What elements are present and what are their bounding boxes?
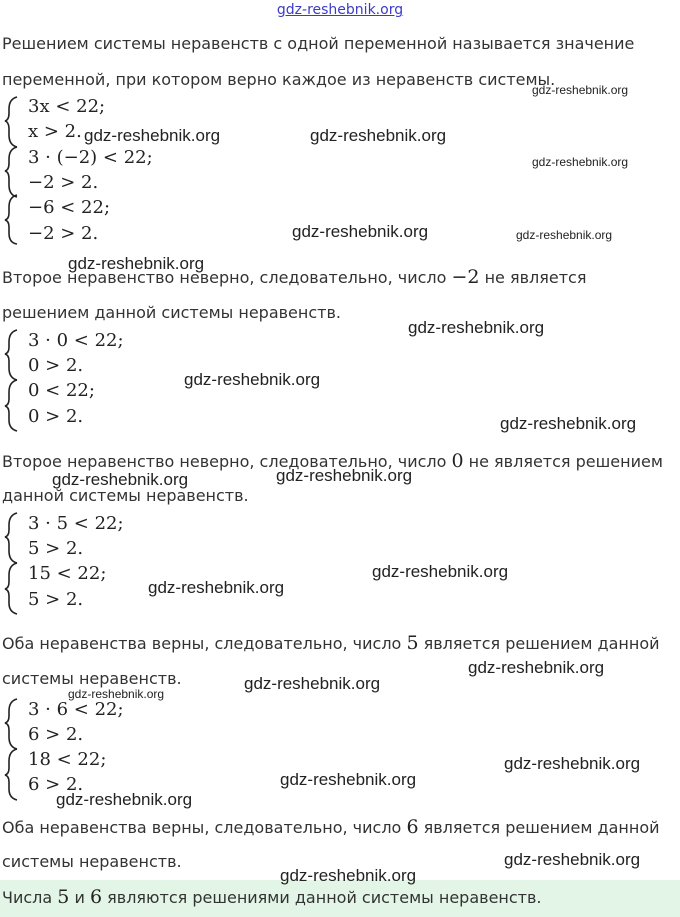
final-post: являются решениями данной системы неравенств. [102,888,542,907]
conclusion-2-line-2: данной системы неравенств. [2,486,249,505]
final-mid: и [69,888,90,907]
system-2-line-1: 3 · 0 < 22; [28,330,124,351]
final-number-1: 5 [57,886,70,908]
conclusion-2-number: 0 [451,450,464,472]
conclusion-1-pre: Второе неравенство неверно, следовательно, число [2,268,452,287]
system-2-line-4: 0 > 2. [28,406,84,427]
conclusion-4-line-1 [2,818,660,837]
system-3-line-1: 3 · 5 < 22; [28,513,124,534]
watermark: gdz-reshebnik.org [310,126,447,145]
system-1-line-1: 3x < 22; [28,96,106,117]
system-3-line-4: 5 > 2. [28,589,84,610]
watermark: gdz-reshebnik.org [468,658,605,677]
watermark: gdz-reshebnik.org [52,470,189,489]
conclusion-4-number: 6 [406,816,419,838]
system-4-line-3: 18 < 22; [28,749,107,770]
inequality-system-2 [3,328,203,432]
watermark: gdz-reshebnik.org [84,126,221,145]
watermark: gdz-reshebnik.org [280,866,417,885]
site-header-link[interactable]: gdz-reshebnik.org [276,2,404,18]
watermark: gdz-reshebnik.org [504,754,641,773]
left-brace-icon [3,95,23,245]
inequality-system-3 [3,511,203,615]
system-4-line-4: 6 > 2. [28,774,84,795]
conclusion-1-post: не является [479,268,587,287]
inequality-system-1 [3,95,203,245]
watermark: gdz-reshebnik.org [532,83,629,97]
left-brace-icon [3,511,23,615]
system-3-line-2: 5 > 2. [28,538,84,559]
watermark: gdz-reshebnik.org [68,254,205,273]
system-1-line-2: x > 2. [28,121,82,142]
conclusion-3-pre: Оба неравенства верны, следовательно, число [2,634,407,653]
intro-line-1: Решением системы неравенств с одной переменной называется значение [2,34,635,53]
watermark: gdz-reshebnik.org [276,466,413,485]
watermark: gdz-reshebnik.org [504,850,641,869]
left-brace-icon [3,697,23,801]
watermark: gdz-reshebnik.org [532,155,629,169]
watermark: gdz-reshebnik.org [56,790,193,809]
conclusion-3-number: 5 [406,632,419,654]
conclusion-3-line-2: системы неравенств. [2,669,182,688]
watermark: gdz-reshebnik.org [292,222,429,241]
system-2-line-3: 0 < 22; [28,380,95,401]
final-answer-text [2,888,542,907]
conclusion-4-pre: Оба неравенства верны, следовательно, число [2,818,407,837]
conclusion-1-line-2: решением данной системы неравенств. [2,303,341,322]
system-4-line-1: 3 · 6 < 22; [28,699,124,720]
conclusion-2-pre: Второе неравенство неверно, следовательно, число [2,452,452,471]
watermark: gdz-reshebnik.org [408,318,545,337]
conclusion-3-line-1 [2,634,660,653]
intro-line-2: переменной, при котором верно каждое из неравенств системы. [2,70,556,89]
watermark: gdz-reshebnik.org [184,370,321,389]
inequality-system-4 [3,697,203,801]
watermark: gdz-reshebnik.org [68,687,165,701]
watermark: gdz-reshebnik.org [500,414,637,433]
left-brace-icon [3,328,23,432]
system-2-line-2: 0 > 2. [28,355,84,376]
conclusion-4-post: является решением данной [418,818,660,837]
watermark: gdz-reshebnik.org [148,578,285,597]
system-1-line-6: −2 > 2. [28,223,99,244]
watermark: gdz-reshebnik.org [372,562,509,581]
system-4-line-2: 6 > 2. [28,724,84,745]
conclusion-4-line-2: системы неравенств. [2,852,182,871]
system-1-line-3: 3 · (−2) < 22; [28,147,153,168]
final-number-2: 6 [89,886,103,908]
conclusion-1-number: −2 [451,266,480,288]
watermark: gdz-reshebnik.org [244,674,381,693]
conclusion-3-post: является решением данной [418,634,660,653]
system-1-line-5: −6 < 22; [28,197,111,218]
conclusion-2-post: не является решением [463,452,663,471]
system-3-line-3: 15 < 22; [28,563,107,584]
watermark: gdz-reshebnik.org [516,228,613,242]
watermark: gdz-reshebnik.org [280,770,417,789]
system-1-line-4: −2 > 2. [28,172,99,193]
final-pre: Числа [2,888,58,907]
